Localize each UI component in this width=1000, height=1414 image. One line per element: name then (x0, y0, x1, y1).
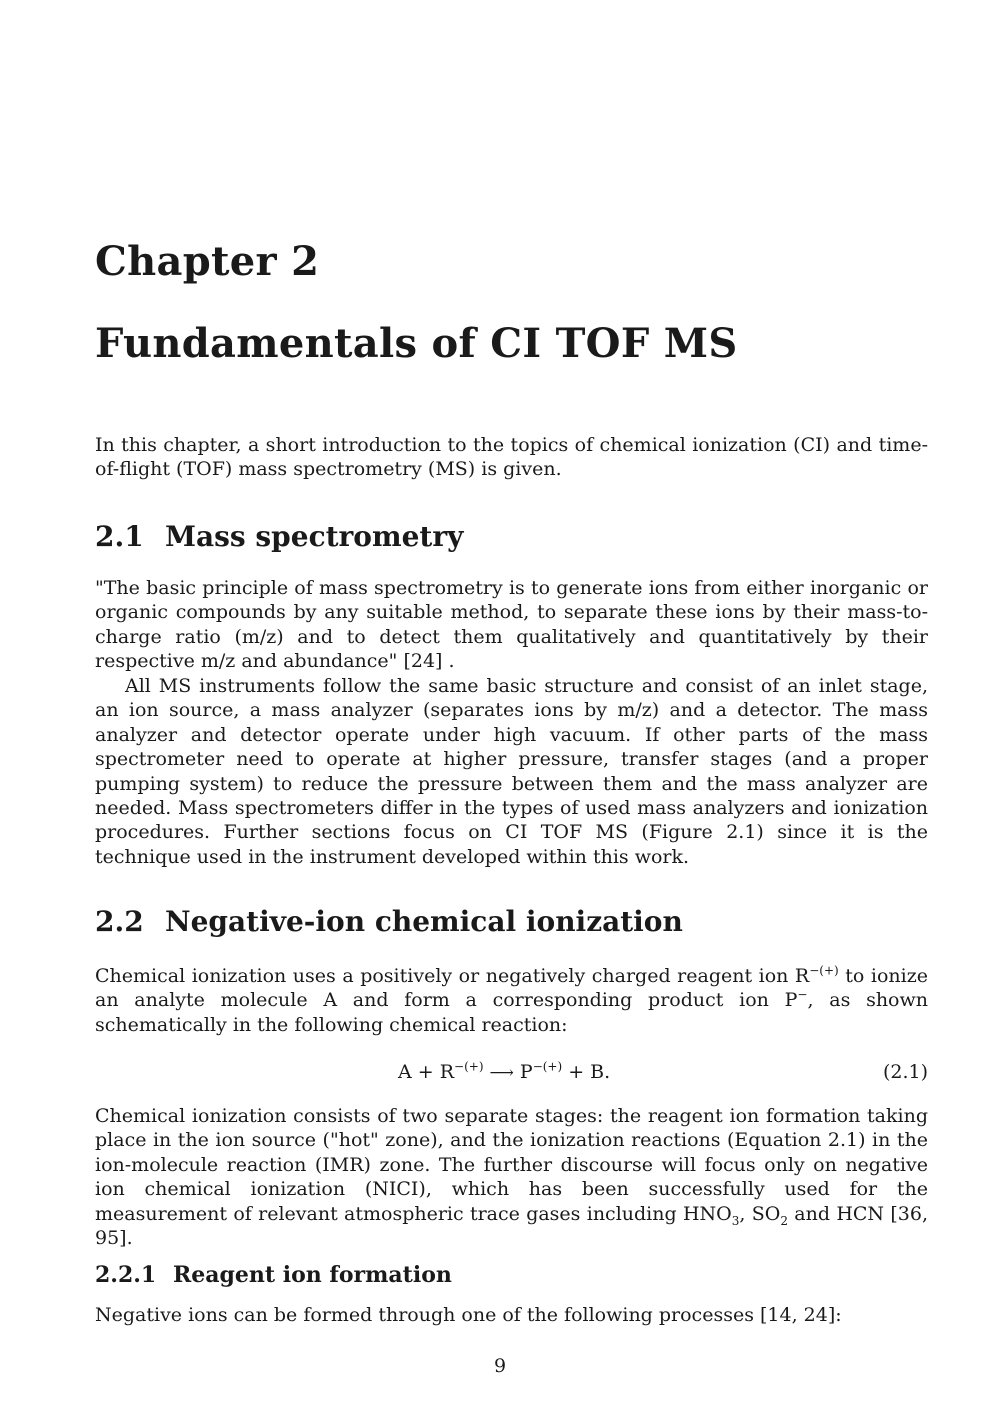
text-run: to ionize an analyte molecule A and form a corresponding product ion P (95, 965, 928, 1012)
charge-superscript: −(+) (532, 1059, 563, 1074)
chapter-label: Chapter 2 (95, 238, 320, 285)
subscript: 2 (780, 1213, 788, 1228)
section-heading-2-2 (95, 905, 683, 938)
chapter-intro: In this chapter, a short introduction to the topics of chemical ionization (CI) and time-of-flight (TOF) mass spectrometry (MS) is given. (95, 434, 928, 481)
equation-lhs: A + R (398, 1061, 455, 1083)
body-paragraph: Negative ions can be formed through one of the following processes [14, 24]: (95, 1304, 842, 1326)
equation-rhs: P (519, 1061, 533, 1083)
subsection-heading-2-2-1 (95, 1262, 452, 1288)
quote-paragraph: "The basic principle of mass spectrometry is to generate ions from either inorganic or organic compounds by any suitable method, to separate these ions by their mass-to-charge ratio (m/z) and to detect them qualitatively and quantitatively by their respective m/z and abundance" [24] . (95, 577, 928, 673)
equation-rhs-tail: + B. (562, 1061, 611, 1083)
body-paragraph: All MS instruments follow the same basic structure and consist of an inlet stage, an ion source, a mass analyzer (separates ions by m/z) and a detector. The mass analyzer and detector operate under high vacuum. If other parts of the mass spectrometer need to operate at higher pressure, transfer stages (and a proper pumping system) to reduce the pressure between them and the mass analyzer are needed. Mass spectrometers differ in the types of used mass analyzers and ionization procedures. Further sections focus on CI TOF MS (Figure 2.1) since it is the technique used in the instrument developed within this work. (95, 675, 928, 868)
section-number: 2.2 (95, 905, 144, 938)
charge-superscript: −(+) (809, 963, 839, 978)
text-run: , SO (739, 1202, 781, 1225)
equation-expression (398, 1058, 610, 1087)
text-run: , as shown schematically in the following chemical reaction: (95, 989, 928, 1036)
charge-superscript: −(+) (454, 1059, 484, 1074)
reaction-arrow: ⟶ (489, 1063, 514, 1083)
charge-superscript: − (797, 988, 808, 1003)
section-number: 2.1 (95, 520, 144, 553)
page-number: 9 (493, 1355, 507, 1377)
body-paragraph (95, 964, 928, 1037)
equation-number: (2.1) (882, 1061, 928, 1083)
text-run: Chemical ionization uses a positively or negatively charged reagent ion R (95, 965, 810, 987)
subsection-number: 2.2.1 (95, 1262, 157, 1288)
subsection-title: Reagent ion formation (173, 1262, 452, 1288)
section-heading-2-1 (95, 520, 463, 553)
section-title: Negative-ion chemical ionization (165, 905, 683, 938)
body-paragraph (95, 1104, 928, 1250)
section-title: Mass spectrometry (165, 520, 464, 553)
text-run: Chemical ionization consists of two separate stages: the reagent ion formation taking place in the ion source ("hot" zone), and the ionization reactions (Equation 2.1) in the ion-molecule reaction (IMR) zone. The further discourse will focus only on negative ion chemical ionization (NICI), which has been successfully used for the measurement of relevant atmospheric trace gases including HNO (95, 1105, 928, 1225)
chapter-title: Fundamentals of CI TOF MS (95, 320, 738, 367)
text-run: and HCN [36, 95]. (95, 1202, 928, 1250)
subscript: 3 (731, 1213, 740, 1228)
